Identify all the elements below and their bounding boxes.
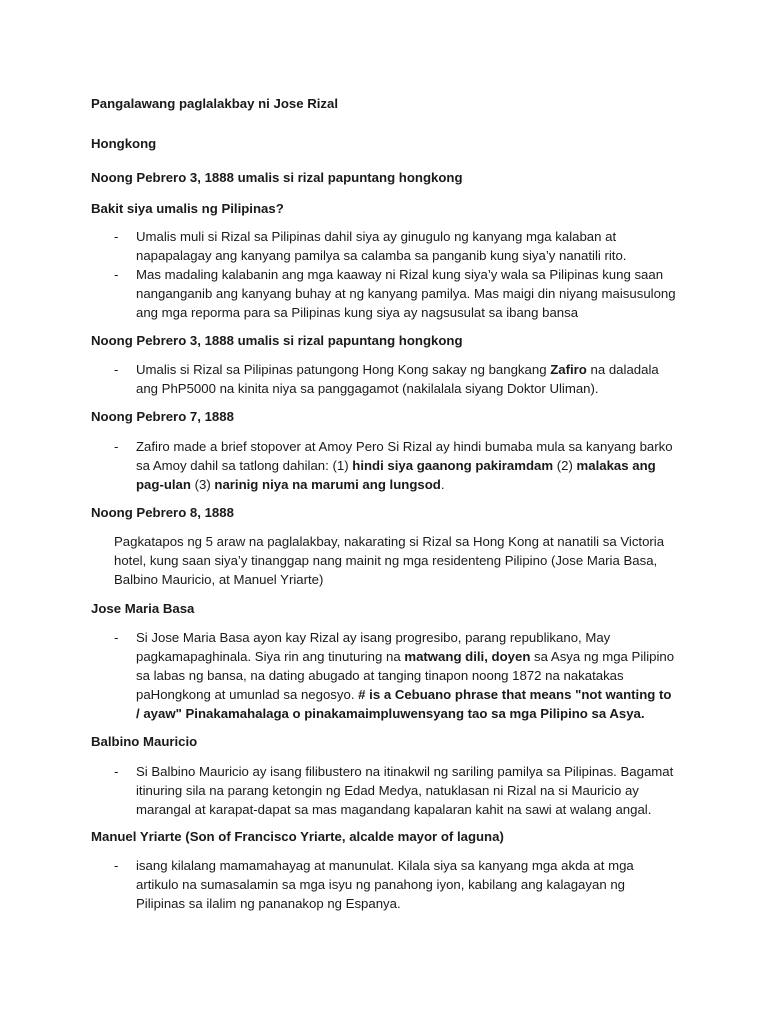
section-heading-feb7: Noong Pebrero 7, 1888 [91, 409, 234, 424]
document-title: Pangalawang paglalakbay ni Jose Rizal [91, 96, 338, 111]
bullet-dash: - [114, 229, 119, 244]
list-item-text: Si Jose Maria Basa ayon kay Rizal ay isang progresibo, parang republikano, May pagkamapaghinala. Siya rin ang tinuturing na matwang dili, doyen sa Asya ng mga Pilipino sa labas ng bansa, na dating abugado at tanging tinapon noong 1872 na nakatakas paHongkong at umunlad sa negosyo. # is a Cebuano phrase that means "not wanting to / ayaw" Pinakamahalaga o pinakamaimpluwensyang tao sa mga Pilipino sa Asya. [136, 630, 675, 721]
ship-name: Zafiro [550, 362, 587, 377]
section-heading-jose-maria-basa: Jose Maria Basa [91, 601, 195, 616]
bullet-dash: - [114, 439, 119, 454]
section-heading-feb3-repeat: Noong Pebrero 3, 1888 umalis si rizal papuntang hongkong [91, 333, 463, 348]
list-item-text: Si Balbino Mauricio ay isang filibustero na itinakwil ng sariling pamilya sa Pilipinas. Bagamat itinuring sila na parang ketongin ng Edad Medya, natuklasan ni Rizal na si Mauricio ay marangal at karapat-dapat sa mas magandang kapalaran kahit na sawi at walang angal. [136, 764, 674, 817]
bullet-dash: - [114, 764, 119, 779]
section-heading-manuel-yriarte: Manuel Yriarte (Son of Francisco Yriarte, alcalde mayor of laguna) [91, 829, 504, 844]
section-heading-feb8: Noong Pebrero 8, 1888 [91, 505, 234, 520]
list-item-text: Zafiro made a brief stopover at Amoy Pero Si Rizal ay hindi bumaba mula sa kanyang barko sa Amoy dahil sa tatlong dahilan: (1) hindi siya gaanong pakiramdam (2) malakas ang pag-ulan (3) narinig niya na marumi ang lungsod. [136, 439, 673, 492]
section-heading-feb3-departure: Noong Pebrero 3, 1888 umalis si rizal papuntang hongkong [91, 170, 463, 185]
bullet-dash: - [114, 630, 119, 645]
paragraph-arrival: Pagkatapos ng 5 araw na paglalakbay, nakarating si Rizal sa Hong Kong at nanatili sa Victoria hotel, kung saan siya’y tinanggap nang mainit ng mga residenteng Pilipino (Jose Maria Basa, Balbino Mauricio, at Manuel Yriarte) [114, 534, 665, 587]
section-heading-why-left: Bakit siya umalis ng Pilipinas? [91, 201, 284, 216]
list-item-text: isang kilalang mamamahayag at manunulat. Kilala siya sa kanyang mga akda at mga artikulo na sumasalamin sa mga isyu ng panahong iyon, kabilang ang kalagayan ng Pilipinas sa ilalim ng pananakop ng Espanya. [136, 858, 634, 911]
bullet-dash: - [114, 267, 119, 282]
list-item-text: Umalis muli si Rizal sa Pilipinas dahil siya ay ginugulo ng kanyang mga kalaban at napapalagay ang kanyang pamilya sa calamba sa panganib kung siya’y nanatili rito. [136, 229, 627, 263]
section-heading-hongkong: Hongkong [91, 136, 157, 151]
bullet-dash: - [114, 362, 119, 377]
list-item-text: Mas madaling kalabanin ang mga kaaway ni Rizal kung siya’y wala sa Pilipinas kung saan nanganganib ang kanyang buhay at ng kanyang pamilya. Mas maigi din niyang maisusulong ang mga reporma para sa Pilipinas kung siya ay nagsusulat sa ibang bansa [136, 267, 676, 320]
bullet-dash: - [114, 858, 119, 873]
list-item-text: Umalis si Rizal sa Pilipinas patungong Hong Kong sakay ng bangkang Zafiro na daladala ang PhP5000 na kinita niya sa panggagamot (nakilalala siyang Doktor Uliman). [136, 362, 659, 396]
section-heading-balbino-mauricio: Balbino Mauricio [91, 734, 198, 749]
